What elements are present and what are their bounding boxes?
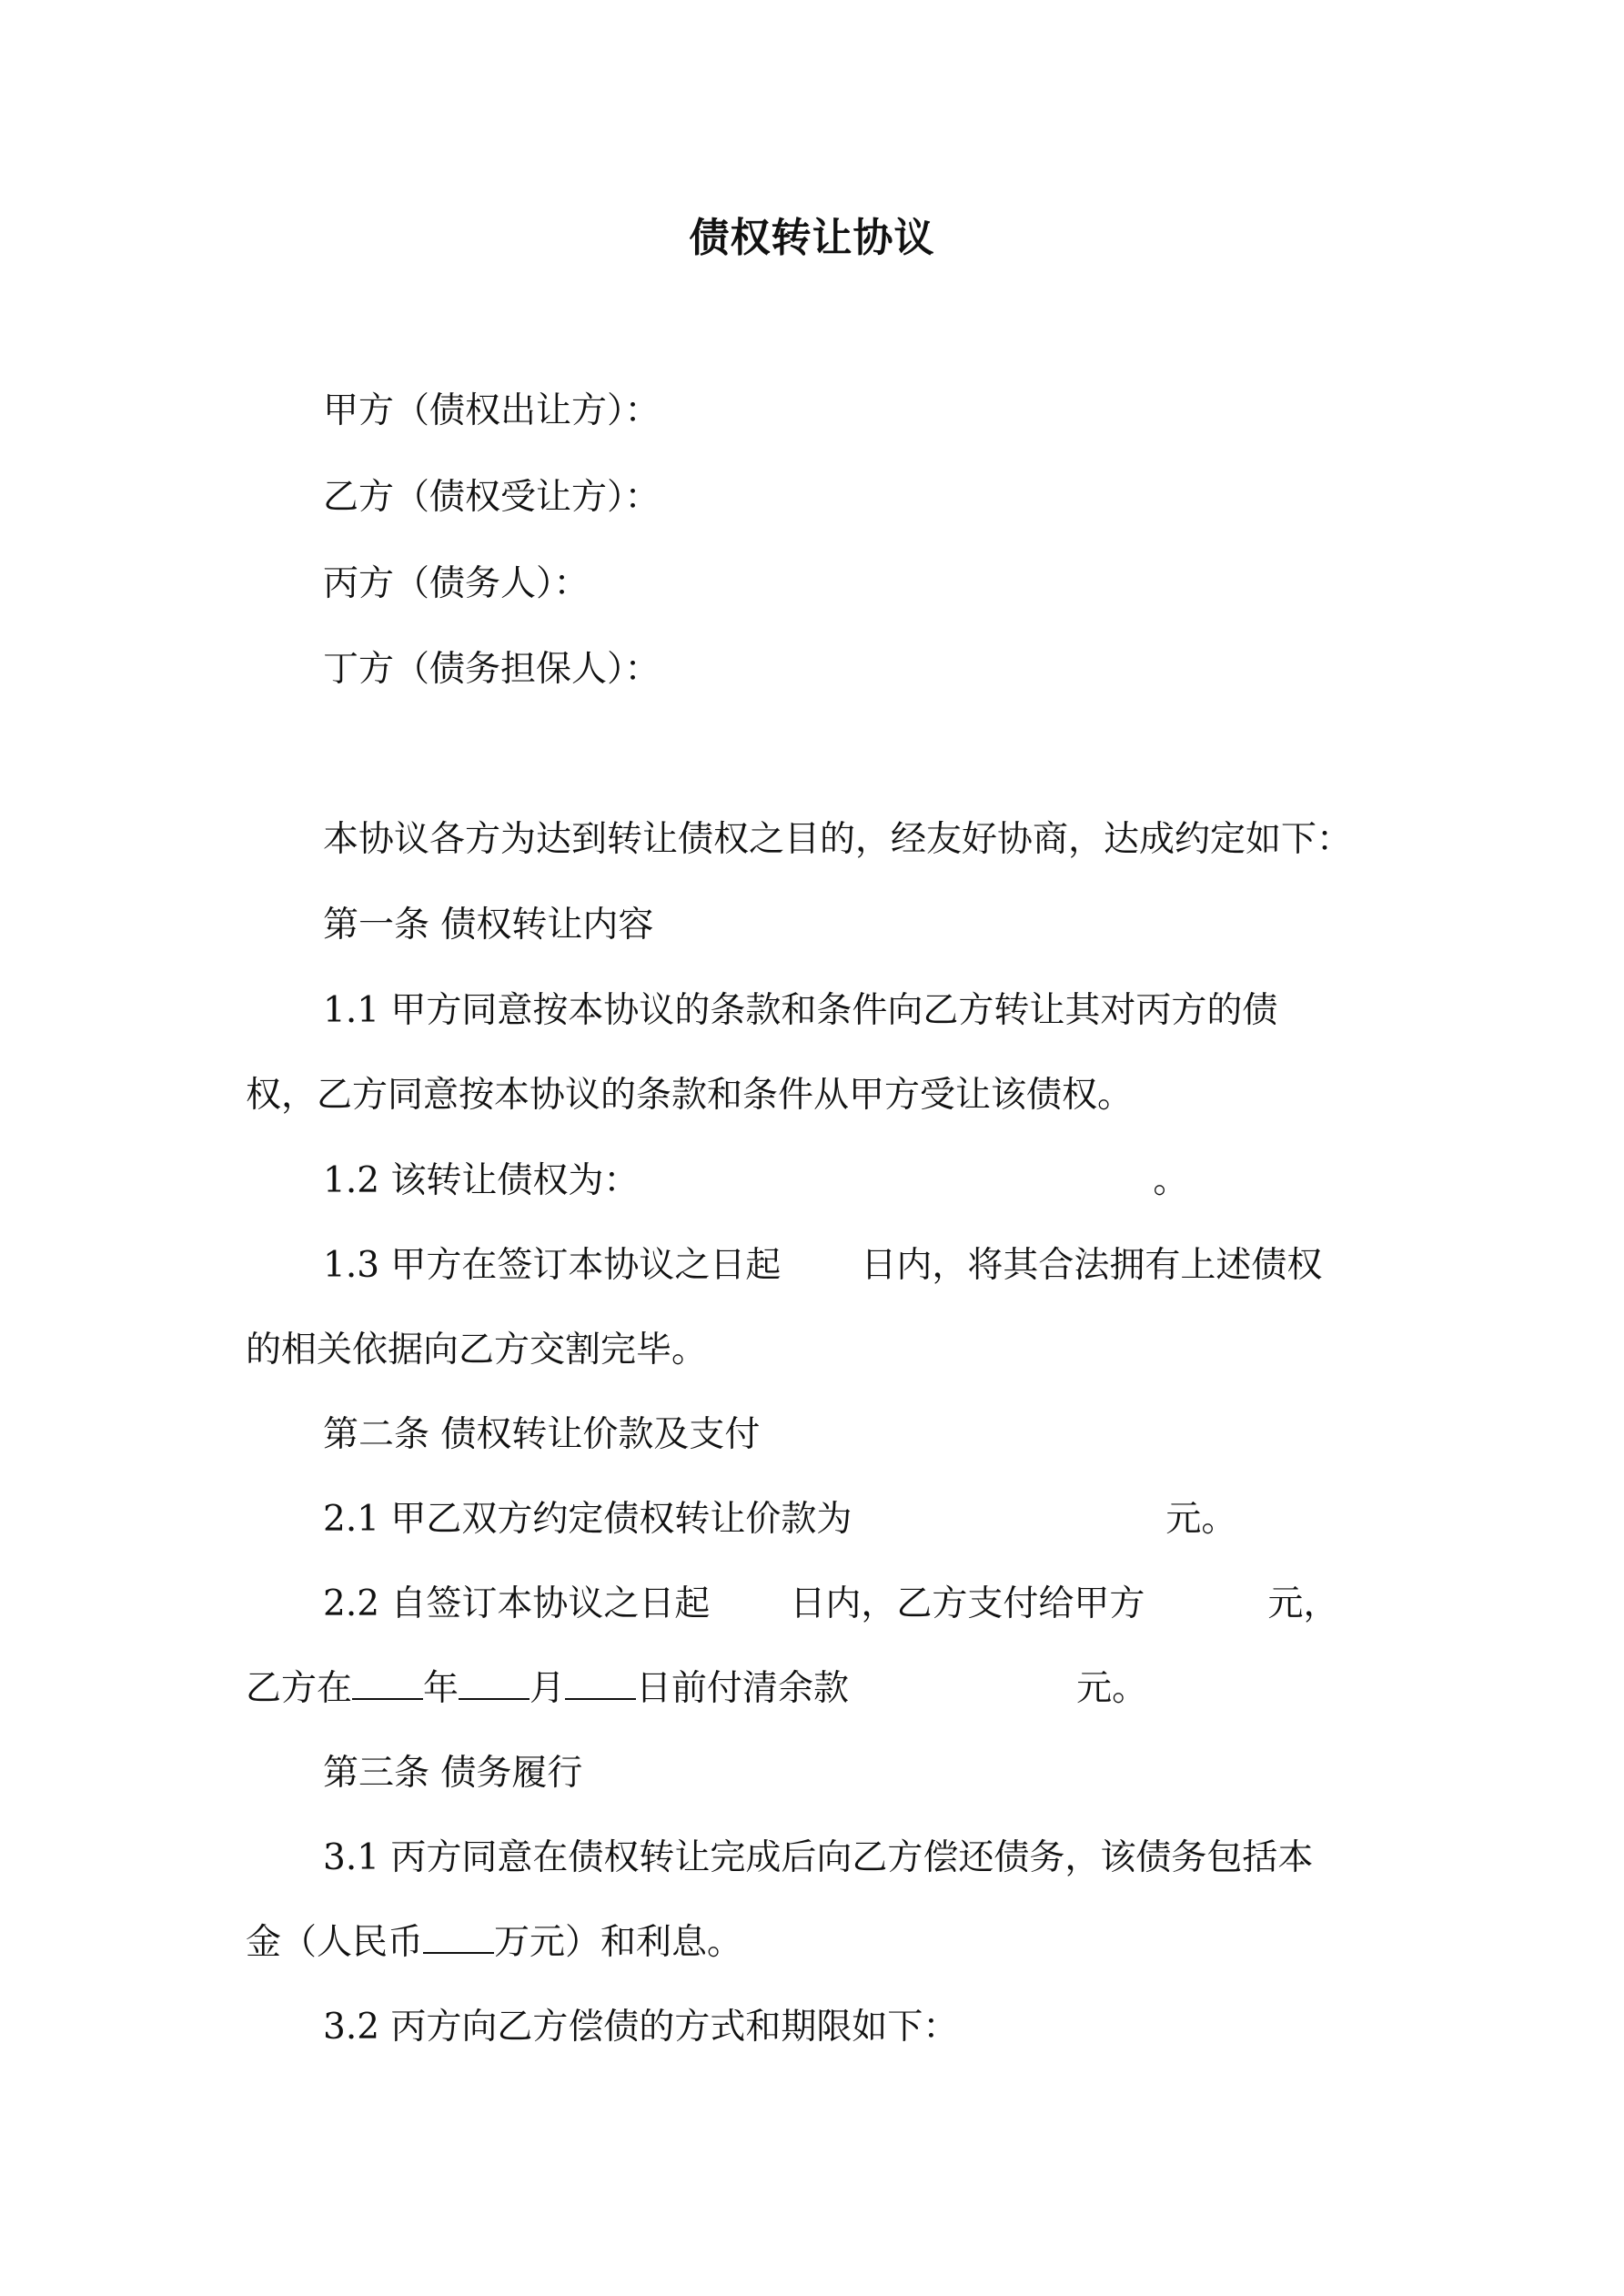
party-d-line: 丁方（债务担保人）： (323, 649, 661, 690)
underline-blank (352, 1667, 423, 1700)
clause-3-1-line-2 (246, 1918, 742, 1967)
party-b-line: 乙方（债权受让方）： (323, 477, 661, 518)
clause-1-3-line-2: 的相关依据向乙方交割完毕。 (246, 1330, 708, 1371)
clause-2-2-l2-text-a: 乙方在 (246, 1668, 353, 1709)
underline-blank (459, 1667, 530, 1700)
article-2-heading: 第二条 债权转让价款及支付 (323, 1414, 761, 1455)
clause-1-3-text-b: 日内，将其合法拥有上述债权 (861, 1245, 1323, 1286)
clause-2-2-text-b: 日内，乙方支付给甲方 (790, 1583, 1145, 1624)
clause-1-2 (323, 1157, 1188, 1206)
clause-3-1-l2-text-b: 万元）和利息。 (494, 1922, 743, 1963)
article-1-heading: 第一条 债权转让内容 (323, 905, 654, 946)
clause-3-1-line-1: 3.1 丙方同意在债权转让完成后向乙方偿还债务，该债务包括本 (323, 1837, 1314, 1878)
clause-1-1-line-2: 权，乙方同意按本协议的条款和条件从甲方受让该债权。 (246, 1075, 1134, 1116)
intro-paragraph: 本协议各方为达到转让债权之目的，经友好协商，达成约定如下： (323, 819, 1353, 860)
clause-2-2-l2-month: 月 (530, 1668, 566, 1709)
clause-2-2-text-a: 2.2 自签订本协议之日起 (323, 1583, 711, 1624)
party-a-line: 甲方（债权出让方）： (323, 390, 661, 431)
clause-1-2-text: 1.2 该转让债权为： (323, 1160, 640, 1201)
underline-blank (423, 1921, 494, 1954)
clause-1-2-end: 。 (1153, 1160, 1189, 1201)
clause-2-1 (323, 1495, 1236, 1544)
clause-2-2-text-c: 元， (1267, 1583, 1339, 1624)
clause-2-2-l2-text-d: 日前付清余款 (636, 1668, 850, 1709)
clause-2-1-end: 元。 (1165, 1499, 1237, 1540)
clause-3-2: 3.2 丙方向乙方偿债的方式和期限如下： (323, 2007, 959, 2048)
underline-blank (565, 1667, 636, 1700)
clause-1-3-line-1 (323, 1241, 1322, 1290)
article-3-heading: 第三条 债务履行 (323, 1753, 583, 1794)
clause-1-3-text-a: 1.3 甲方在签订本协议之日起 (323, 1245, 782, 1286)
clause-1-1-line-1: 1.1 甲方同意按本协议的条款和条件向乙方转让其对丙方的债 (323, 990, 1278, 1031)
clause-2-2-l2-end: 元。 (1076, 1668, 1148, 1709)
document-title: 债权转让协议 (689, 215, 935, 261)
party-c-line: 丙方（债务人）： (323, 563, 590, 604)
clause-2-2-l2-year: 年 (423, 1668, 459, 1709)
clause-2-2-line-1 (323, 1580, 1338, 1629)
clause-3-1-l2-text-a: 金（人民币 (246, 1922, 424, 1963)
clause-2-2-line-2 (246, 1664, 1147, 1714)
clause-2-1-text: 2.1 甲乙双方约定债权转让价款为 (323, 1499, 852, 1540)
